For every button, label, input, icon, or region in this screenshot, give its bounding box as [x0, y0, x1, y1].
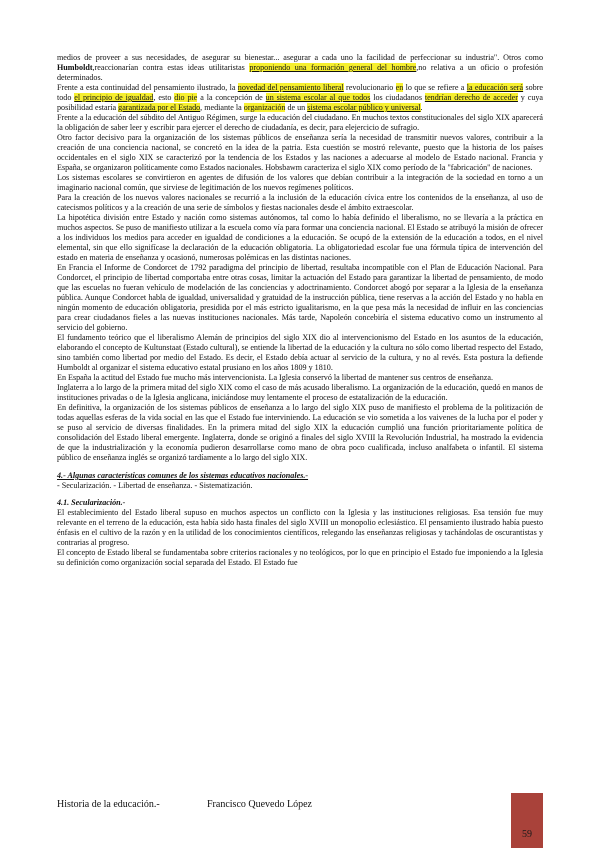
- text-run: .: [420, 103, 423, 112]
- text-run: los ciudadanos: [370, 93, 425, 102]
- paragraph-2: [57, 83, 543, 113]
- paragraph-13: El establecimiento del Estado liberal supuso en muchos aspectos un conflicto con la Iglesia y las instituciones religiosas. Esa tensión fue muy relevante en el terreno de la educación, esta había sido hasta finales del siglo XVIII un monopolio eclesiástico. El pensamiento ilustrado había puesto énfasis en el cultivo de la razón y en la utilidad de los conocimientos científicos, relegando las enseñanzas religiosas y tachándolas de oscurantistas y contrarias al progreso.: [57, 508, 543, 547]
- text-run: de un: [285, 103, 308, 112]
- page-body: [57, 53, 543, 568]
- footer-title: Historia de la educación.-: [57, 799, 160, 810]
- name-humboldt: Humboldt: [57, 63, 93, 72]
- text-run: Frente a esta continuidad del pensamiento ilustrado, la: [57, 83, 238, 92]
- highlight: sistema escolar público y universal: [307, 103, 421, 112]
- highlight: en: [395, 83, 404, 92]
- highlight: la educación será: [466, 83, 524, 92]
- highlight: proponiendo una formación general del hombre: [249, 63, 417, 72]
- text-run: , mediante la: [200, 103, 244, 112]
- highlight: tendrían derecho de acceder: [424, 93, 518, 102]
- paragraph-10: En España la actitud del Estado fue mucho más intervencionista. La Iglesia conservó la libertad de mantener sus centros de enseñanza.: [57, 373, 494, 382]
- highlight: garantizada por el Estado: [118, 103, 201, 112]
- paragraph-3: Frente a la educación del súbdito del Antiguo Régimen, surge la educación del ciudadano. En muchos textos constitucionales del siglo XIX aparecerá la obligación de saber leer y escribir para ejercer el derecho de ciudadanía, es decir, para elejercicio de sufragio.: [57, 113, 543, 132]
- paragraph-8: En Francia el Informe de Condorcet de 1792 paradigma del principio de libertad, resultaba incompatible con el Plan de Educación Nacional. Para Condorcet, el principio de libertad comportaba entre otras cosas, limitar la actuación del Estado para garantizar la libertad de pensamiento, de modo que las escuelas no fueran vehículo de modelación de las conciencias y adoctrinamiento. Condorcet abogó por separar a la Iglesia de la enseñanza pública. Aunque Condorcet habla de igualdad, universalidad y gratuidad de la instrucción pública, tiene reservas a la acción del Estado y no habla en ningún momento de educación obligatoria, presidida por el más estricto igualitarismo, en la que pesa más la necesidad de influir en las conciencias para crear ciudadanos fieles a las nuevas instituciones nacionales. Más tarde, Napoleón concebiría el sistema educativo como un instrumento al servicio del gobierno.: [57, 263, 543, 332]
- paragraph-7: La hipotética división entre Estado y nación como sistemas autónomos, tal como lo había definido el liberalismo, no se llevaría a la práctica en muchos aspectos. Se puso de manifiesto utilizar a la escuela como vía para formar una conciencia nacional. El Estado se atribuyó la misión de ofrecer a los individuos los medios para acceder en igualdad de condiciones a la educación. Se ocupó de la extensión de la educación a todos, en el nivel elemental, sin que ello signifícase la declaración de la educación obligatoria. La obligatoriedad escolar fue una fórmula típica de intervención del estado en materia de enseñanza y ocasionó, numerosas polémicas en las distintas naciones.: [57, 213, 543, 262]
- text-run: y cuya posibilidad estaría: [57, 93, 544, 112]
- section-4-1-heading: 4.1. Secularización.-: [57, 498, 126, 507]
- paragraph-11: Inglaterra a lo largo de la primera mitad del siglo XIX como el caso de más acusado liberalismo. La organización de la educación, quedó en manos de instituciones privadas o de la Iglesia anglicana, iniciándose muy lentamente el proceso de estatalización de la educación.: [57, 383, 543, 402]
- text-run: sobre todo: [57, 83, 543, 102]
- footer-author: Francisco Quevedo López: [207, 799, 312, 810]
- page-number-box: [511, 793, 543, 848]
- paragraph-12: En definitiva, la organización de los sistemas públicos de enseñanza a lo largo del siglo XIX puso de manifiesto el problema de la politización de todas aquellas esferas de la vida social en las que el Estado fue interviniendo. La educación se vio sometida a los vaivenes de la lucha por el poder y se puso al servicio de diversas finalidades. En la primera mitad del siglo XIX la educación cumplió una función prioritariamente política de consolidación del Estado liberal emergente. Inglaterra, donde se originó a finales del siglo XVIII la Revolución Industrial, ha mostrado la evidencia de que la industrialización y la economía pudieron desarrollarse como mano de obra poco cualificada, incluso analfabeta o infantil. El sistema público de enseñanza inglés se organizó tardíamente a lo largo del siglo XIX.: [57, 403, 543, 462]
- text-run: ,reaccionarían contra estas ideas utilitaristas: [92, 63, 250, 72]
- text-run: medios de proveer a sus necesidades, de asegurar su bienestar... asegurar a cada uno la facilidad de perfeccionar su industria". Otros como: [57, 53, 543, 62]
- section-4-heading: 4.- Algunas características comunes de los sistemas educativos nacionales.-: [57, 471, 309, 480]
- text-run: ,no relativa a un oficio o profesión determinados.: [57, 63, 543, 82]
- text-run: revolucionario: [343, 83, 396, 92]
- paragraph-1: [57, 53, 543, 83]
- paragraph-6: Para la creación de los nuevos valores nacionales se recurrió a la inclusión de la educación cívica entre los contenidos de la enseñanza, al uso de catecismos políticos y a la creación de una serie de símbolos y fiestas nacionales desde el ámbito extraescolar.: [57, 193, 543, 212]
- highlight: el principio de igualdad: [74, 93, 154, 102]
- paragraph-4: Otro factor decisivo para la organización de los sistemas públicos de enseñanza sería la necesidad de transmitir nuevos valores, contribuir a la creación de una conciencia nacional, se concretó en la idea de la patria. Esta cuestión se mostró relevante, puesto que la historia de los países occidentales en el siglo XIX se caracterizó por la tendencia de los Estados y las naciones a adecuarse al modelo de Estado nacional. Francia y España, se organizaron políticamente como Estados nacionales. Hobsbawm caracteriza el siglo XIX como período de la "fabricación" de naciones.: [57, 133, 543, 172]
- text-run: a la concepción de: [197, 93, 266, 102]
- highlight: novedad del pensamiento liberal: [237, 83, 344, 92]
- paragraph-5: Los sistemas escolares se convirtieron en agentes de difusión de los valores que debían contribuir a la integración de la sociedad en torno a un imaginario nacional común, que sirviese de legitimación de los nuevos regímenes políticos.: [57, 173, 543, 192]
- highlight: dio pie: [174, 93, 198, 102]
- paragraph-14: El concepto de Estado liberal se fundamentaba sobre criterios racionales y no teológicos, por lo que en principio el Estado fue imponiendo a la Iglesia su definición como organización social separada del Estado. El Estado fue: [57, 548, 543, 567]
- page-number: 59: [522, 829, 532, 840]
- highlight: organización: [243, 103, 286, 112]
- text-run: lo que se refiere a: [403, 83, 467, 92]
- highlight: un sistema escolar al que todos: [265, 93, 371, 102]
- section-4-topics: - Secularización. - Libertad de enseñanza. - Sistematización.: [57, 481, 253, 490]
- paragraph-9: El fundamento teórico que el liberalismo Alemán de principios del siglo XIX dio al intervencionismo del Estado en los asuntos de la educación, elaborando el concepto de Kultunstaat (Estado cultural), se entiende la libertad de la educación y la cultura no sólo como libertad respecto del Estado, sino también como libertad por medio del Estado. Es decir, el Estado debía actuar al servicio de la cultura, y no al revés. Esta postura la defiende Humboldt al organizar el sistema educativo estatal prusiano en los años 1809 y 1810.: [57, 333, 543, 372]
- text-run: , esto: [153, 93, 175, 102]
